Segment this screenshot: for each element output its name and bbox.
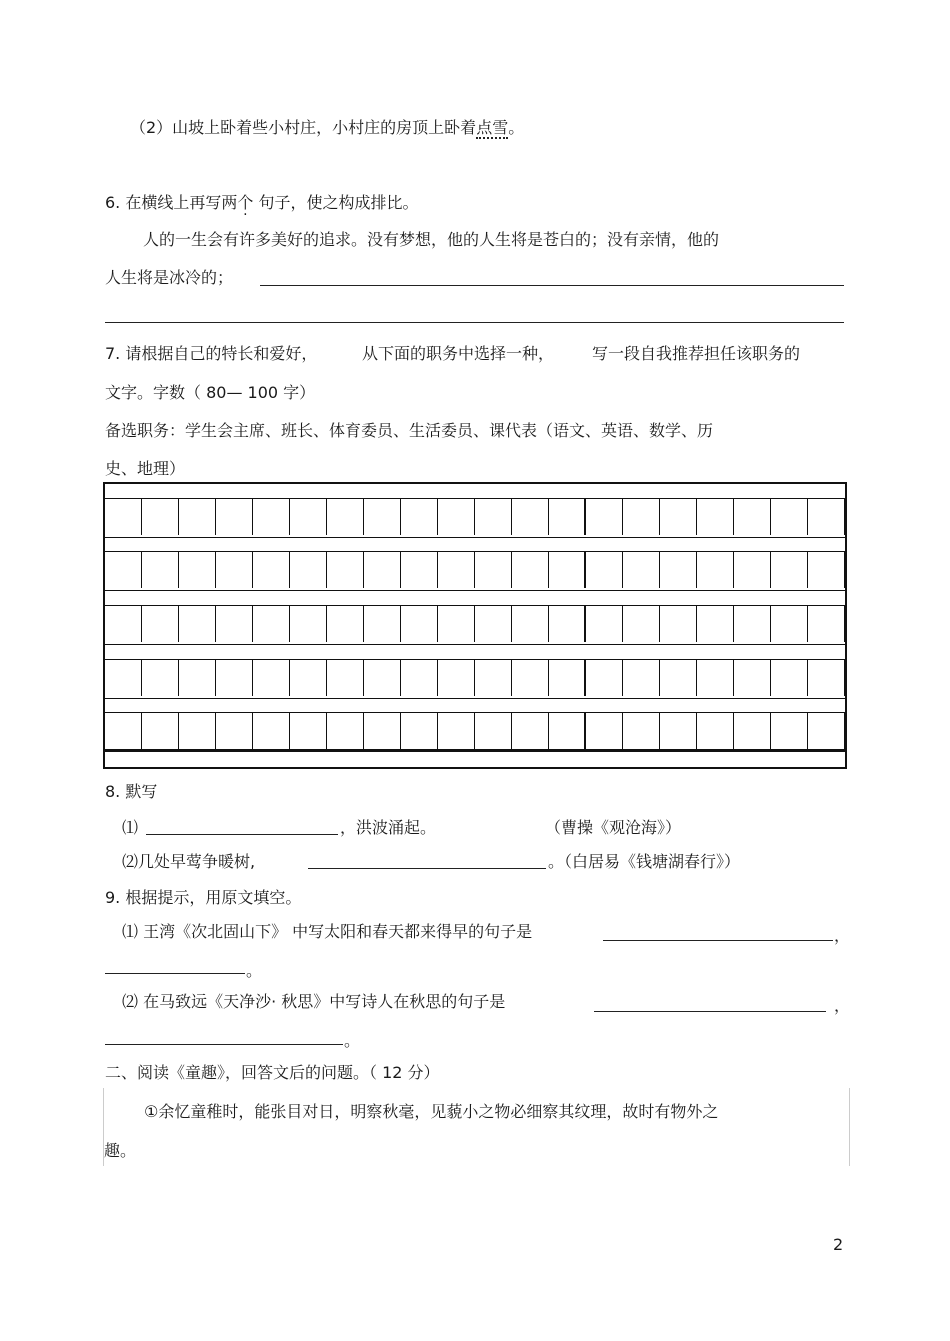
grid-cell[interactable] bbox=[364, 713, 401, 749]
grid-cell[interactable] bbox=[253, 606, 290, 642]
grid-cell[interactable] bbox=[327, 552, 364, 588]
q8-item-2-source: 。（白居易《钱塘湖春行》） bbox=[548, 852, 741, 871]
grid-cell[interactable] bbox=[808, 713, 845, 749]
grid-cell[interactable] bbox=[475, 499, 512, 535]
grid-cell[interactable] bbox=[586, 660, 623, 696]
writing-grid[interactable] bbox=[103, 482, 847, 769]
grid-cell[interactable] bbox=[364, 499, 401, 535]
grid-cell[interactable] bbox=[253, 499, 290, 535]
q8-item-1-blank[interactable] bbox=[146, 834, 338, 835]
grid-cell[interactable] bbox=[623, 499, 660, 535]
grid-cell[interactable] bbox=[697, 660, 734, 696]
grid-row[interactable] bbox=[105, 712, 845, 752]
grid-cell[interactable] bbox=[327, 660, 364, 696]
grid-cell[interactable] bbox=[253, 552, 290, 588]
grid-cell[interactable] bbox=[586, 552, 623, 588]
grid-cell[interactable] bbox=[771, 606, 808, 642]
grid-cell[interactable] bbox=[216, 713, 253, 749]
grid-cell[interactable] bbox=[734, 552, 771, 588]
grid-cell[interactable] bbox=[660, 552, 697, 588]
grid-cell[interactable] bbox=[549, 713, 586, 749]
grid-cell[interactable] bbox=[771, 499, 808, 535]
q6-answer-line-1[interactable] bbox=[260, 285, 844, 286]
grid-cell[interactable] bbox=[697, 552, 734, 588]
grid-cell[interactable] bbox=[808, 499, 845, 535]
grid-cell[interactable] bbox=[179, 660, 216, 696]
q9-item-1-blank-a[interactable] bbox=[603, 940, 833, 941]
q6-body-line2: 人生将是冰冷的； bbox=[105, 268, 234, 287]
grid-cell[interactable] bbox=[623, 713, 660, 749]
passage-line-1: ①余忆童稚时，能张目对日，明察秋毫，见藐小之物必细察其纹理，故时有物外之 bbox=[144, 1102, 719, 1121]
grid-cell[interactable] bbox=[364, 660, 401, 696]
grid-cell[interactable] bbox=[660, 660, 697, 696]
section-2-heading: 二、阅读《童趣》，回答文后的问题。（ 12 分） bbox=[105, 1063, 440, 1082]
grid-cell[interactable] bbox=[771, 660, 808, 696]
grid-cell[interactable] bbox=[808, 606, 845, 642]
q9-item-2-comma: ， bbox=[834, 996, 851, 1015]
grid-cell[interactable] bbox=[549, 660, 586, 696]
q7-heading-a: 7. 请根据自己的特长和爱好， bbox=[105, 344, 318, 363]
q8-item-1-label: ⑴ bbox=[122, 818, 139, 837]
grid-cell[interactable] bbox=[512, 552, 549, 588]
q9-heading: 9. 根据提示，用原文填空。 bbox=[105, 888, 302, 907]
grid-cell[interactable] bbox=[179, 552, 216, 588]
grid-cell[interactable] bbox=[142, 660, 179, 696]
q8-item-2-blank[interactable] bbox=[308, 868, 546, 869]
grid-cell[interactable] bbox=[623, 660, 660, 696]
q5-item-2-text: （2）山坡上卧着些小村庄，小村庄的房顶上卧着 bbox=[130, 118, 477, 137]
page-number: 2 bbox=[833, 1235, 844, 1254]
grid-cell[interactable] bbox=[586, 499, 623, 535]
grid-cell[interactable] bbox=[438, 499, 475, 535]
grid-cell[interactable] bbox=[438, 660, 475, 696]
grid-cell[interactable] bbox=[327, 713, 364, 749]
grid-cell[interactable] bbox=[142, 552, 179, 588]
grid-cell[interactable] bbox=[216, 499, 253, 535]
grid-cell[interactable] bbox=[734, 499, 771, 535]
grid-cell[interactable] bbox=[734, 606, 771, 642]
grid-cell[interactable] bbox=[142, 606, 179, 642]
q8-item-1-text: ，洪波涌起。 bbox=[340, 818, 437, 837]
q7-heading-c: 写一段自我推荐担任该职务的 bbox=[592, 344, 801, 363]
grid-bottom-rule bbox=[105, 749, 845, 751]
grid-cell[interactable] bbox=[549, 499, 586, 535]
grid-cell[interactable] bbox=[512, 660, 549, 696]
grid-row[interactable] bbox=[105, 551, 845, 591]
grid-cell[interactable] bbox=[253, 660, 290, 696]
grid-cell[interactable] bbox=[586, 606, 623, 642]
q8-heading: 8. 默写 bbox=[105, 782, 158, 801]
q6-dotted-char: 个 bbox=[237, 193, 254, 212]
q5-item-2 bbox=[130, 118, 524, 138]
grid-cell[interactable] bbox=[327, 606, 364, 642]
passage-line-2: 趣。 bbox=[104, 1141, 137, 1160]
grid-cell[interactable] bbox=[253, 713, 290, 749]
grid-cell[interactable] bbox=[290, 499, 327, 535]
grid-cell[interactable] bbox=[549, 552, 586, 588]
grid-cell[interactable] bbox=[475, 552, 512, 588]
grid-cell[interactable] bbox=[290, 713, 327, 749]
grid-cell[interactable] bbox=[290, 552, 327, 588]
q9-item-2-blank-b[interactable] bbox=[105, 1044, 343, 1045]
passage-box bbox=[103, 1088, 850, 1166]
q6-heading bbox=[105, 193, 418, 213]
grid-cell[interactable] bbox=[438, 606, 475, 642]
q6-heading-text: 6. 在横线上再写两 bbox=[105, 193, 238, 212]
q9-item-1-end: 。 bbox=[246, 961, 263, 980]
grid-cell[interactable] bbox=[734, 660, 771, 696]
grid-cell[interactable] bbox=[216, 552, 253, 588]
grid-cell[interactable] bbox=[512, 606, 549, 642]
grid-row[interactable] bbox=[105, 498, 845, 538]
grid-row[interactable] bbox=[105, 605, 845, 645]
q9-item-2-blank-a[interactable] bbox=[594, 1011, 826, 1012]
grid-cell[interactable] bbox=[660, 713, 697, 749]
q7-options-line1: 备选职务：学生会主席、班长、体育委员、生活委员、课代表（语文、英语、数学、历 bbox=[105, 421, 714, 440]
grid-cell[interactable] bbox=[105, 606, 142, 642]
grid-cell[interactable] bbox=[660, 606, 697, 642]
grid-cell[interactable] bbox=[401, 552, 438, 588]
grid-cell[interactable] bbox=[475, 660, 512, 696]
q5-dotted-words: 点雪 bbox=[476, 118, 509, 137]
grid-cell[interactable] bbox=[697, 713, 734, 749]
grid-cell[interactable] bbox=[401, 660, 438, 696]
grid-cell[interactable] bbox=[512, 499, 549, 535]
grid-cell[interactable] bbox=[142, 499, 179, 535]
grid-cell[interactable] bbox=[179, 606, 216, 642]
q7-heading-b: 从下面的职务中选择一种， bbox=[362, 344, 555, 363]
q6-body-line1: 人的一生会有许多美好的追求。没有梦想，他的人生将是苍白的；没有亲情，他的 bbox=[143, 230, 720, 249]
grid-cell[interactable] bbox=[401, 713, 438, 749]
grid-cell[interactable] bbox=[438, 713, 475, 749]
q6-answer-line-2[interactable] bbox=[105, 322, 844, 323]
grid-cell[interactable] bbox=[475, 713, 512, 749]
grid-cell[interactable] bbox=[697, 499, 734, 535]
grid-cell[interactable] bbox=[586, 713, 623, 749]
grid-cell[interactable] bbox=[808, 660, 845, 696]
grid-cell[interactable] bbox=[364, 606, 401, 642]
grid-row[interactable] bbox=[105, 659, 845, 699]
q9-item-1-comma: ， bbox=[834, 926, 851, 945]
grid-cell[interactable] bbox=[105, 499, 142, 535]
q7-word-count: 文字。字数（ 80— 100 字） bbox=[105, 383, 316, 402]
q8-item-2-text: ⑵几处早莺争暖树, bbox=[122, 852, 256, 871]
grid-cell[interactable] bbox=[401, 606, 438, 642]
grid-cell[interactable] bbox=[623, 552, 660, 588]
q8-item-1-source: （曹操《观沧海》） bbox=[545, 818, 682, 837]
grid-cell[interactable] bbox=[771, 713, 808, 749]
grid-cell[interactable] bbox=[179, 499, 216, 535]
grid-cell[interactable] bbox=[105, 660, 142, 696]
grid-cell[interactable] bbox=[216, 606, 253, 642]
grid-cell[interactable] bbox=[808, 552, 845, 588]
grid-cell[interactable] bbox=[290, 606, 327, 642]
grid-cell[interactable] bbox=[105, 552, 142, 588]
grid-cell[interactable] bbox=[401, 499, 438, 535]
q9-item-1-text: ⑴ 王湾《次北固山下》 中写太阳和春天都来得早的句子是 bbox=[122, 922, 533, 941]
grid-cell[interactable] bbox=[771, 552, 808, 588]
q7-options-line2: 史、地理） bbox=[105, 459, 186, 478]
q5-item-2-end: 。 bbox=[508, 118, 525, 137]
grid-cell[interactable] bbox=[697, 606, 734, 642]
grid-cell[interactable] bbox=[216, 660, 253, 696]
grid-cell[interactable] bbox=[105, 713, 142, 749]
grid-cell[interactable] bbox=[327, 499, 364, 535]
q6-heading-tail: 句子，使之构成排比。 bbox=[253, 193, 419, 212]
grid-cell[interactable] bbox=[734, 713, 771, 749]
q9-item-2-text: ⑵ 在马致远《天净沙· 秋思》中写诗人在秋思的句子是 bbox=[122, 992, 506, 1011]
grid-cell[interactable] bbox=[623, 606, 660, 642]
grid-cell[interactable] bbox=[512, 713, 549, 749]
grid-cell[interactable] bbox=[660, 499, 697, 535]
grid-cell[interactable] bbox=[290, 660, 327, 696]
grid-cell[interactable] bbox=[549, 606, 586, 642]
grid-cell[interactable] bbox=[438, 552, 475, 588]
q9-item-1-blank-b[interactable] bbox=[105, 973, 245, 974]
grid-cell[interactable] bbox=[142, 713, 179, 749]
grid-cell[interactable] bbox=[179, 713, 216, 749]
q9-item-2-end: 。 bbox=[344, 1031, 361, 1050]
grid-cell[interactable] bbox=[475, 606, 512, 642]
grid-cell[interactable] bbox=[364, 552, 401, 588]
